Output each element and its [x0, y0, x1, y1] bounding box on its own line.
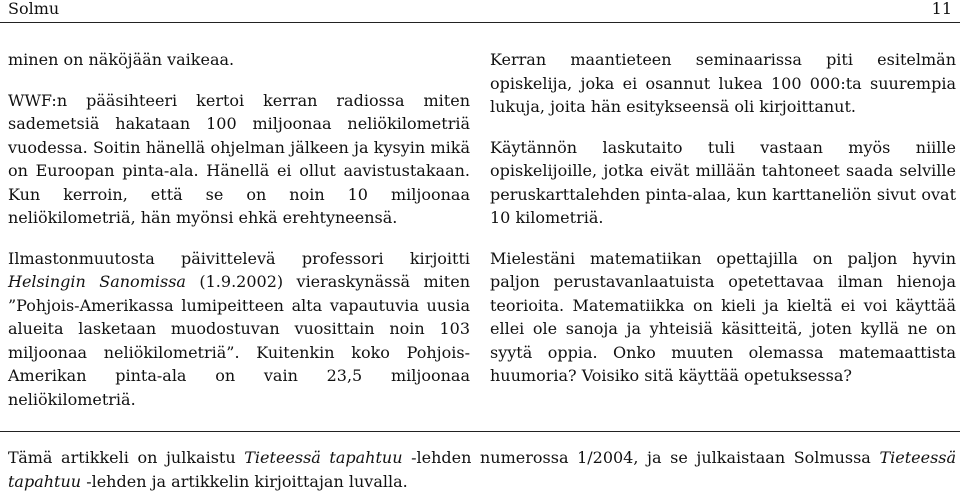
text-run: -lehden ja artikkelin kirjoittajan luvalla.	[86, 471, 408, 491]
paragraph: WWF:n pääsihteeri kertoi kerran radiossa miten sademetsiä hakataan 100 miljoonaa neliökilometriä vuodessa. Soitin hänellä ohjelman jälkeen ja kysyin mikä on Euroopan pinta-ala. Hänellä ei ollut aavistustakaan. Kun kerroin, että se on noin 10 miljoonaa neliökilometriä, hän myönsi ehkä erehtyneensä.	[8, 90, 470, 227]
header-rule	[0, 22, 960, 23]
right-column	[490, 48, 956, 405]
paragraph: Mielestäni matematiikan opettajilla on paljon hyvin paljon perustavanlaatuista opetettavaa ilman hienoja teorioita. Matematiikka on kieli ja kieltä ei voi käyttää ellei ole sanoja ja yhteisiä käsitteitä, joten kyllä ne on syytä oppia. Onko muuten olemassa matemaattista huumoria? Voisiko sitä käyttää opetuksessa?	[490, 248, 956, 385]
newspaper-name: Helsingin Sanomissa	[8, 272, 186, 291]
text-run: Ilmastonmuutosta päivittelevä professori kirjoitti	[8, 248, 470, 268]
footnote	[8, 446, 956, 493]
paragraph: minen on näköjään vaikeaa.	[8, 50, 235, 69]
paragraph	[8, 247, 470, 412]
footnote-rule	[0, 431, 960, 432]
text-run: (1.9.2002) vieraskynässä miten ”Pohjois-Amerikassa lumipeitteen alta vapautuvia uusia alueita lasketaan muodostuvan vuosittain noin 103 miljoonaa neliökilometriä”. Kuitenkin koko Pohjois-Amerikan pinta-ala on vain 23,5 miljoonaa neliökilometriä.	[8, 272, 470, 409]
paragraph: Käytännön laskutaito tuli vastaan myös niille opiskelijoille, jotka eivät millään tahtoneet saada selville peruskarttalehden pinta-alaa, kun karttaneliön sivut ovat 10 kilometriä.	[490, 137, 956, 227]
left-column	[8, 48, 470, 428]
page-number: 11	[931, 0, 952, 18]
text-run: Tämä artikkeli on julkaistu	[8, 448, 236, 467]
paragraph: Kerran maantieteen seminaarissa piti esitelmän opiskelija, joka ei osannut lukea 100 000:ta suurempia lukuja, joita hän esitykseensä oli kirjoittanut.	[490, 50, 956, 116]
publication-name: Tieteessä tapahtuu	[8, 448, 957, 491]
publication-name: Tieteessä tapahtuu	[244, 448, 403, 467]
text-run: -lehden numerossa 1/2004, ja se julkaistaan Solmussa	[411, 448, 871, 467]
page-header	[8, 0, 952, 20]
journal-title: Solmu	[8, 0, 60, 18]
